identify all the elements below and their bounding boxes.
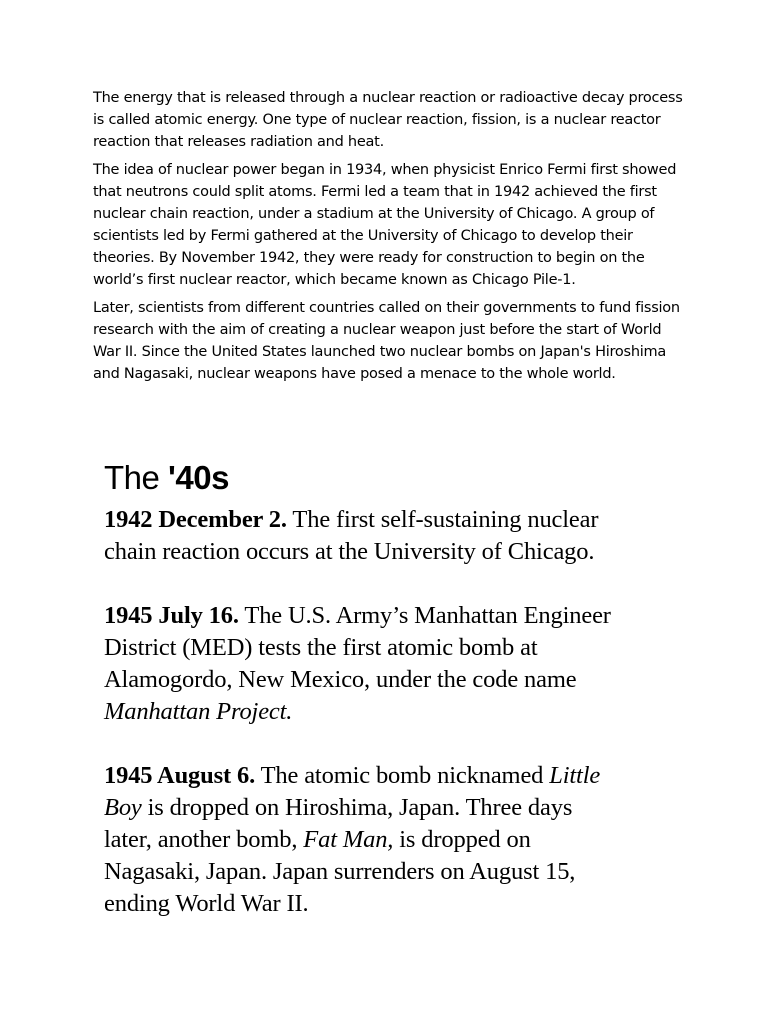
intro-text [93,87,683,391]
intro-paragraph-fermi: The idea of nuclear power began in 1934, when physicist Enrico Fermi first showed that neutrons could split atoms. Fermi led a team that in 1942 achieved the first nuclear chain reaction, under a stadium at the University of Chicago. A group of scientists led by Fermi gathered at the University of Chicago to develop their theories. By November 1942, they were ready for construction to begin on the world’s first nuclear reactor, which became known as Chicago Pile-1. [93,162,677,288]
timeline-heading-decade: '40s [168,459,229,496]
event-text: is dropped on Nagasaki, Japan. Japan surrenders on August 15, ending World War II. [104,826,576,917]
timeline-heading-prefix: The [104,459,169,496]
event-text: is dropped on Hiroshima, Japan. Three days later, another bomb, [104,794,573,853]
intro-paragraph-war: Later, scientists from different countries called on their governments to fund fission research with the aim of creating a nuclear weapon just before the start of World War II. Since the United States launched two nuclear bombs on Japan's Hiroshima and Nagasaki, nuclear weapons have posed a menace to the whole world. [93,300,680,382]
timeline-event-1945-july [104,600,624,728]
event-text: The U.S. Army’s Manhattan Engineer District (MED) tests the first atomic bomb at Alamogordo, New Mexico, under the code name [104,602,611,693]
event-italic-text: Fat Man, [303,826,394,853]
event-date: 1945 July 16. [104,602,239,629]
event-text: The atomic bomb nicknamed [255,762,550,789]
event-text: The first self-sustaining nuclear chain reaction occurs at the University of Chicago. [104,506,599,565]
event-date: 1942 December 2. [104,506,287,533]
intro-paragraph-atomic-energy: The energy that is released through a nuclear reaction or radioactive decay process is called atomic energy. One type of nuclear reaction, fission, is a nuclear reactor reaction that releases radiation and heat. [93,90,683,150]
event-date: 1945 August 6. [104,762,256,789]
timeline-event-1945-august [104,760,624,920]
event-italic-text: Little Boy [104,762,601,821]
timeline-figure [104,458,624,952]
event-italic-text: Manhattan Project. [104,698,293,725]
timeline-heading [104,458,624,498]
timeline-event-1942 [104,504,624,568]
